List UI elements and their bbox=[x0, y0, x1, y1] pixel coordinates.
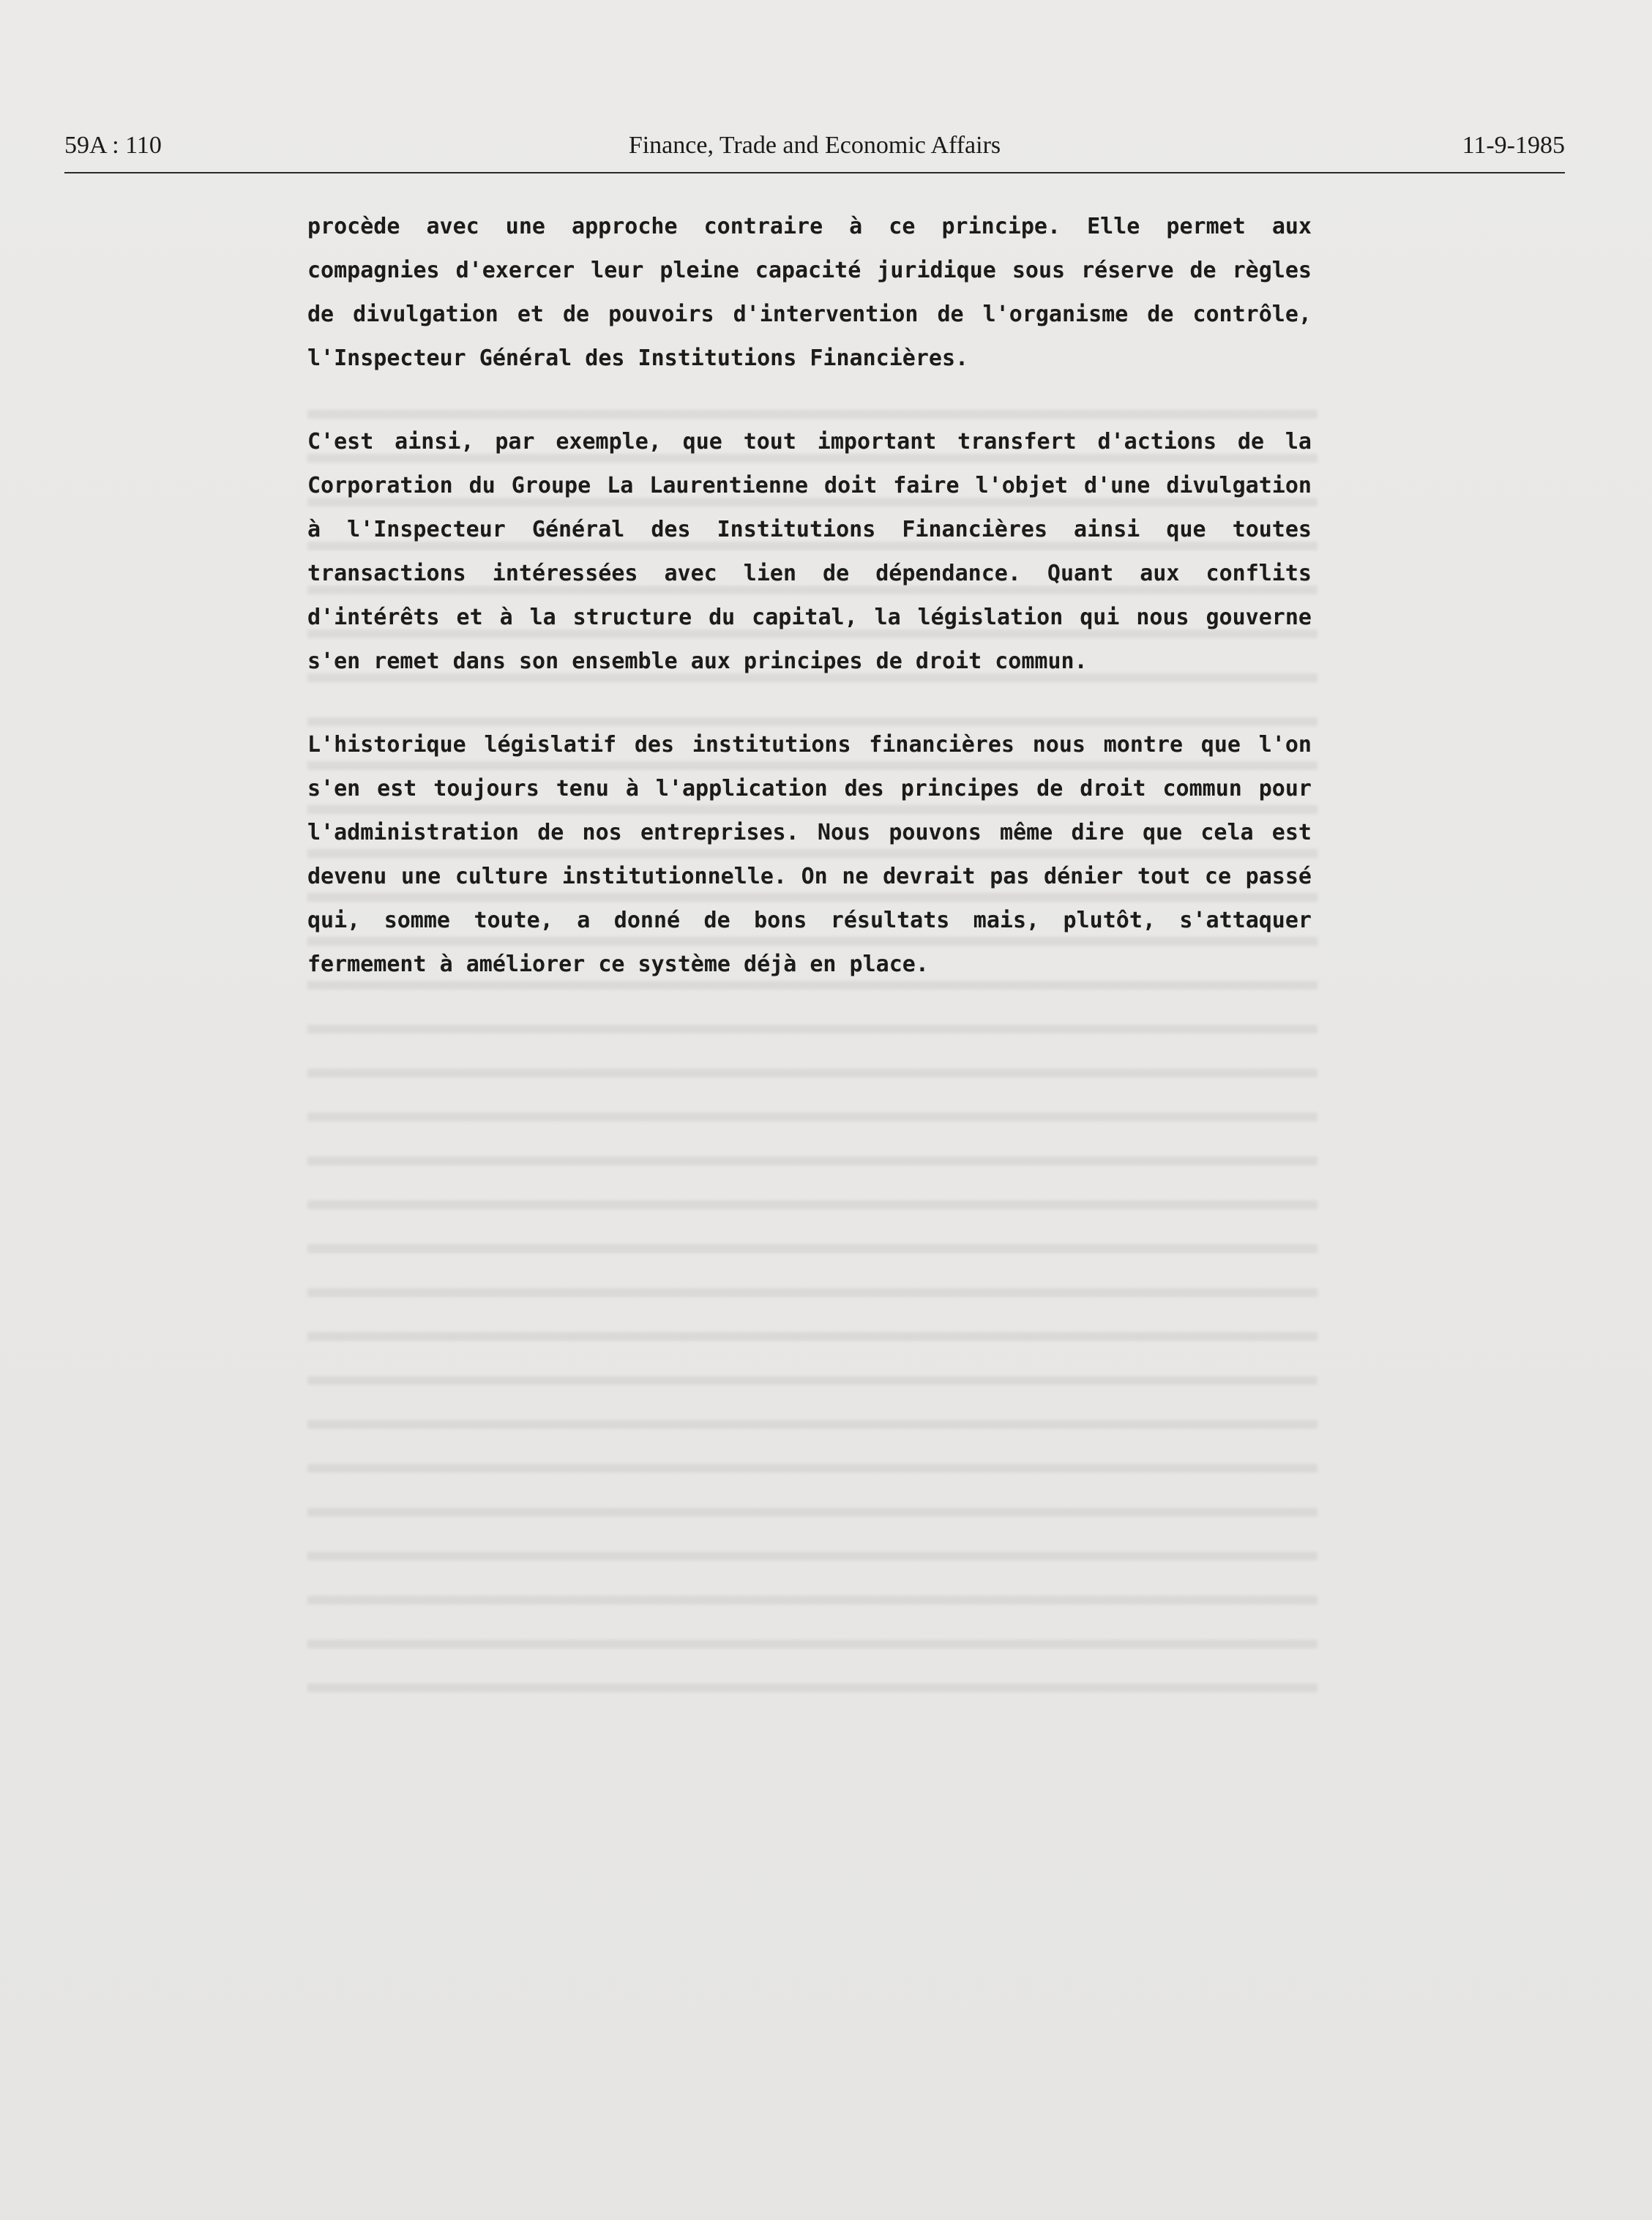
header-title: Finance, Trade and Economic Affairs bbox=[628, 132, 1001, 159]
paragraph-3: L'historique législatif des institutions financières nous montre que l'on s'en est toujours tenu à l'application des principes de droit commun pour l'administration de nos entreprises. Nous pouvons même dire que cela est devenu une culture institutionnelle. On ne devrait pas dénier tout ce passé qui, somme toute, a donné de bons résultats mais, plutôt, s'attaquer fermement à améliorer ce système déjà en place. bbox=[307, 732, 1312, 977]
page-header bbox=[64, 132, 1565, 176]
paragraph-2: C'est ainsi, par exemple, que tout important transfert d'actions de la Corporation du Groupe La Laurentienne doit faire l'objet d'une divulgation à l'Inspecteur Général des Institutions Financières ainsi que toutes transactions intéressées avec lien de dépendance. Quant aux conflits d'intérêts et à la structure du capital, la législation qui nous gouverne s'en remet dans son ensemble aux principes de droit commun. bbox=[307, 429, 1312, 674]
paragraph-1: procède avec une approche contraire à ce principe. Elle permet aux compagnies d'exercer leur pleine capacité juridique sous réserve de règles de divulgation et de pouvoirs d'intervention de l'organisme de contrôle, l'Inspecteur Général des Institutions Financières. bbox=[307, 214, 1312, 371]
body-text bbox=[307, 205, 1312, 1026]
page-reference: 59A : 110 bbox=[64, 132, 162, 159]
header-rule bbox=[64, 172, 1565, 173]
header-date: 11-9-1985 bbox=[1462, 132, 1565, 159]
